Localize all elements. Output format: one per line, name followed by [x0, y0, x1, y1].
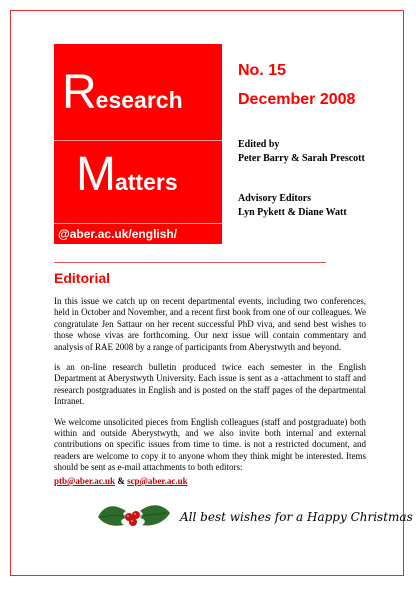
- editor-emails: [54, 476, 188, 486]
- issue-date: December 2008: [238, 91, 356, 108]
- email-link-scp[interactable]: scp@aber.ac.uk: [127, 476, 188, 486]
- masthead-word-research: Research: [62, 66, 183, 119]
- masthead-word-matters: Matters: [76, 148, 178, 201]
- editorial-heading: Editorial: [54, 270, 111, 286]
- masthead-web-address: @aber.ac.uk/english/: [54, 223, 222, 244]
- editorial-paragraph: We welcome unsolicited pieces from English colleagues (staff and postgraduate) both within and outside Aberystwyth, and we also invite both internal and external contributions on specific issues from time to time. is not a restricted document, and readers are welcome to copy it to anyone whom they think might be interested. Items should be sent as e-mail attachments to both editors:: [54, 416, 366, 473]
- editors-names: Peter Barry & Sarah Prescott: [238, 153, 365, 164]
- editorial-body: [54, 296, 366, 483]
- editorial-paragraph: is an on-line research bulletin produced twice each semester in the English Department at Aberystwyth University. Each issue is sent as a -attachment to staff and research postgraduates in English and is posted on the staff pages of the departmental Intranet.: [54, 362, 366, 407]
- holly-icon: [96, 497, 172, 533]
- masthead-divider: [54, 140, 222, 141]
- editorial-paragraph: In this issue we catch up on recent departmental events, including two conferences, held in October and November, and a recent first book from one of our colleagues. We congratulate Jen Sattaur on her recent successful PhD viva, and send best wishes to those whose vivas are forthcoming. Our next issue will contain commentary and analysis of RAE 2008 by a range of participants from Aberystwyth and beyond.: [54, 296, 366, 352]
- edited-by-label: Edited by: [238, 139, 280, 150]
- credits: [238, 138, 365, 220]
- email-joiner: &: [117, 476, 125, 486]
- advisory-editors-names: Lyn Pykett & Diane Watt: [238, 207, 347, 218]
- masthead-block: [54, 44, 222, 244]
- christmas-greeting: All best wishes for a Happy Christmas: [180, 510, 413, 524]
- advisory-editors-label: Advisory Editors: [238, 193, 312, 204]
- section-rule: [54, 262, 326, 263]
- email-link-ptb[interactable]: ptb@aber.ac.uk: [54, 476, 116, 486]
- issue-number: No. 15: [238, 62, 287, 79]
- issue-info: [238, 60, 355, 111]
